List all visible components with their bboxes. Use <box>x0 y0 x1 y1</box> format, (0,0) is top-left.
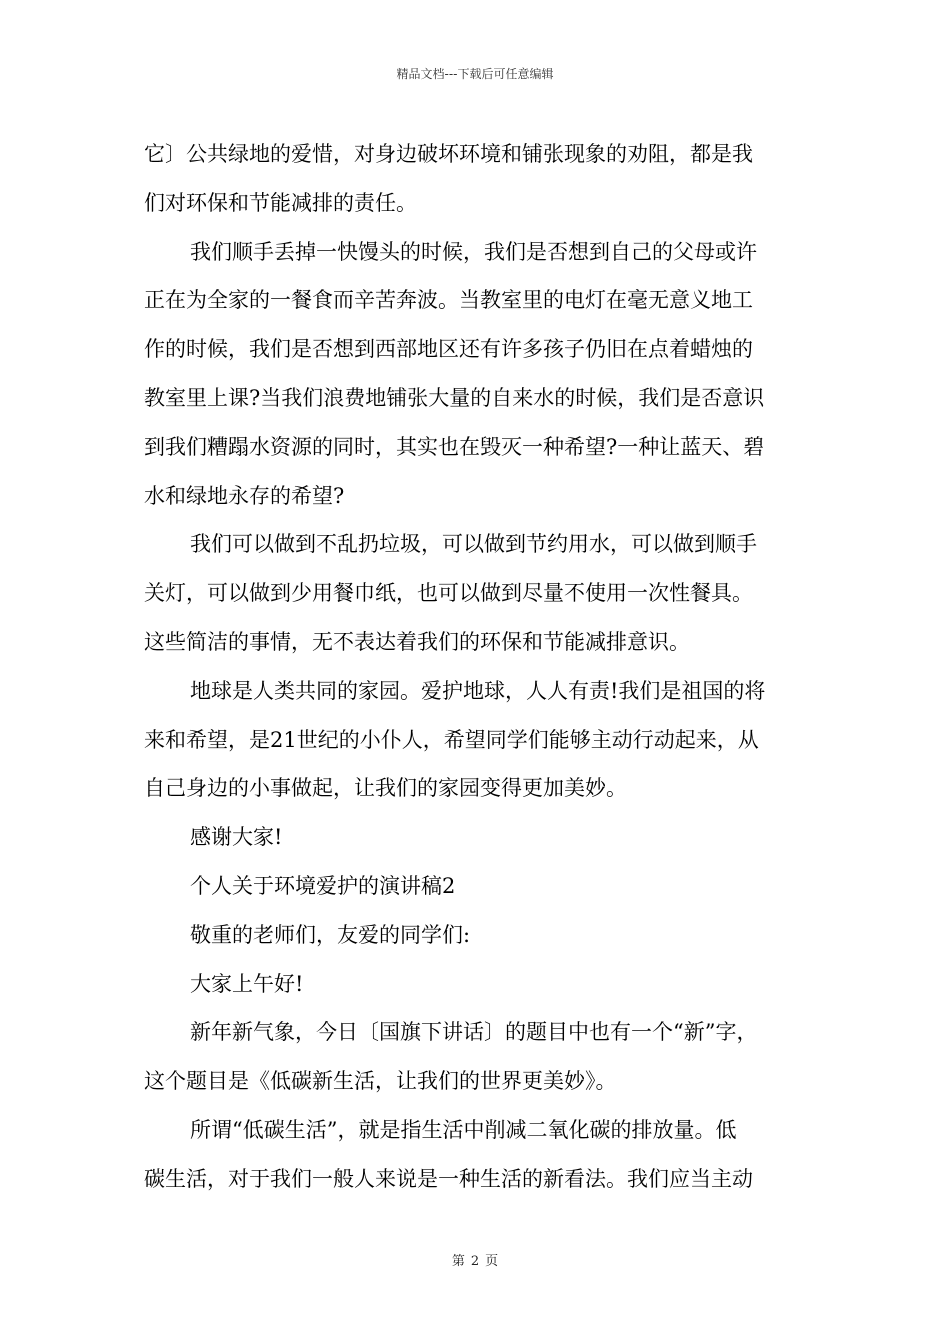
text-line: 我们顺手丢掉一快馒头的时候，我们是否想到自己的父母或许 <box>190 239 757 264</box>
text-line: 这个题目是《低碳新生活，让我们的世界更美妙》。 <box>144 1069 617 1094</box>
text-line: 正在为全家的一餐食而辛苦奔波。当教室里的电灯在毫无意义地工 <box>144 288 753 313</box>
text-line: 敬重的老师们，友爱的同学们: <box>190 922 471 947</box>
text-line: 关灯，可以做到少用餐巾纸，也可以做到尽量不使用一次性餐具。 <box>144 581 753 606</box>
text-line: 感谢大家! <box>190 825 283 850</box>
text-line: 来和希望，是21世纪的小仆人，希望同学们能够主动行动起来，从 <box>144 727 759 752</box>
page-number: 2 <box>470 1254 480 1269</box>
page-header: 精品文档---下载后可任意编辑 <box>396 67 554 81</box>
text-line: 水和绿地永存的希望? <box>144 483 345 508</box>
page-prefix: 第 <box>451 1254 465 1269</box>
text-line: 作的时候，我们是否想到西部地区还有许多孩子仍旧在点着蜡烛的 <box>144 337 753 362</box>
section-title: 个人关于环境爱护的演讲稿2 <box>190 873 456 898</box>
text-line: 大家上午好! <box>190 971 304 996</box>
text-line: 们对环保和节能减排的责任。 <box>144 190 417 215</box>
text-line: 地球是人类共同的家园。爱护地球，人人有责!我们是祖国的将 <box>190 678 766 703</box>
text-line: 碳生活，对于我们一般人来说是一种生活的新看法。我们应当主动 <box>144 1166 753 1191</box>
document-body <box>144 130 816 1204</box>
text-line: 教室里上课?当我们浪费地铺张大量的自来水的时候，我们是否意识 <box>144 385 765 410</box>
text-line: 新年新气象，今日〔国旗下讲话〕的题目中也有一个“新”字， <box>190 1020 758 1045</box>
text-line: 它〕公共绿地的爱惜，对身边破坏环境和铺张现象的劝阻，都是我 <box>144 142 753 166</box>
page-footer <box>0 1254 950 1270</box>
text-line: 我们可以做到不乱扔垃圾，可以做到节约用水，可以做到顺手 <box>190 532 757 557</box>
text-line: 所谓“低碳生活”，就是指生活中削减二氧化碳的排放量。低 <box>190 1117 737 1142</box>
text-line: 到我们糟蹋水资源的同时，其实也在毁灭一种希望?一种让蓝天、碧 <box>144 434 765 459</box>
page-suffix: 页 <box>485 1254 499 1269</box>
text-line: 自己身边的小事做起，让我们的家园变得更加美妙。 <box>144 776 627 801</box>
text-line: 这些简洁的事情，无不表达着我们的环保和节能减排意识。 <box>144 629 690 654</box>
